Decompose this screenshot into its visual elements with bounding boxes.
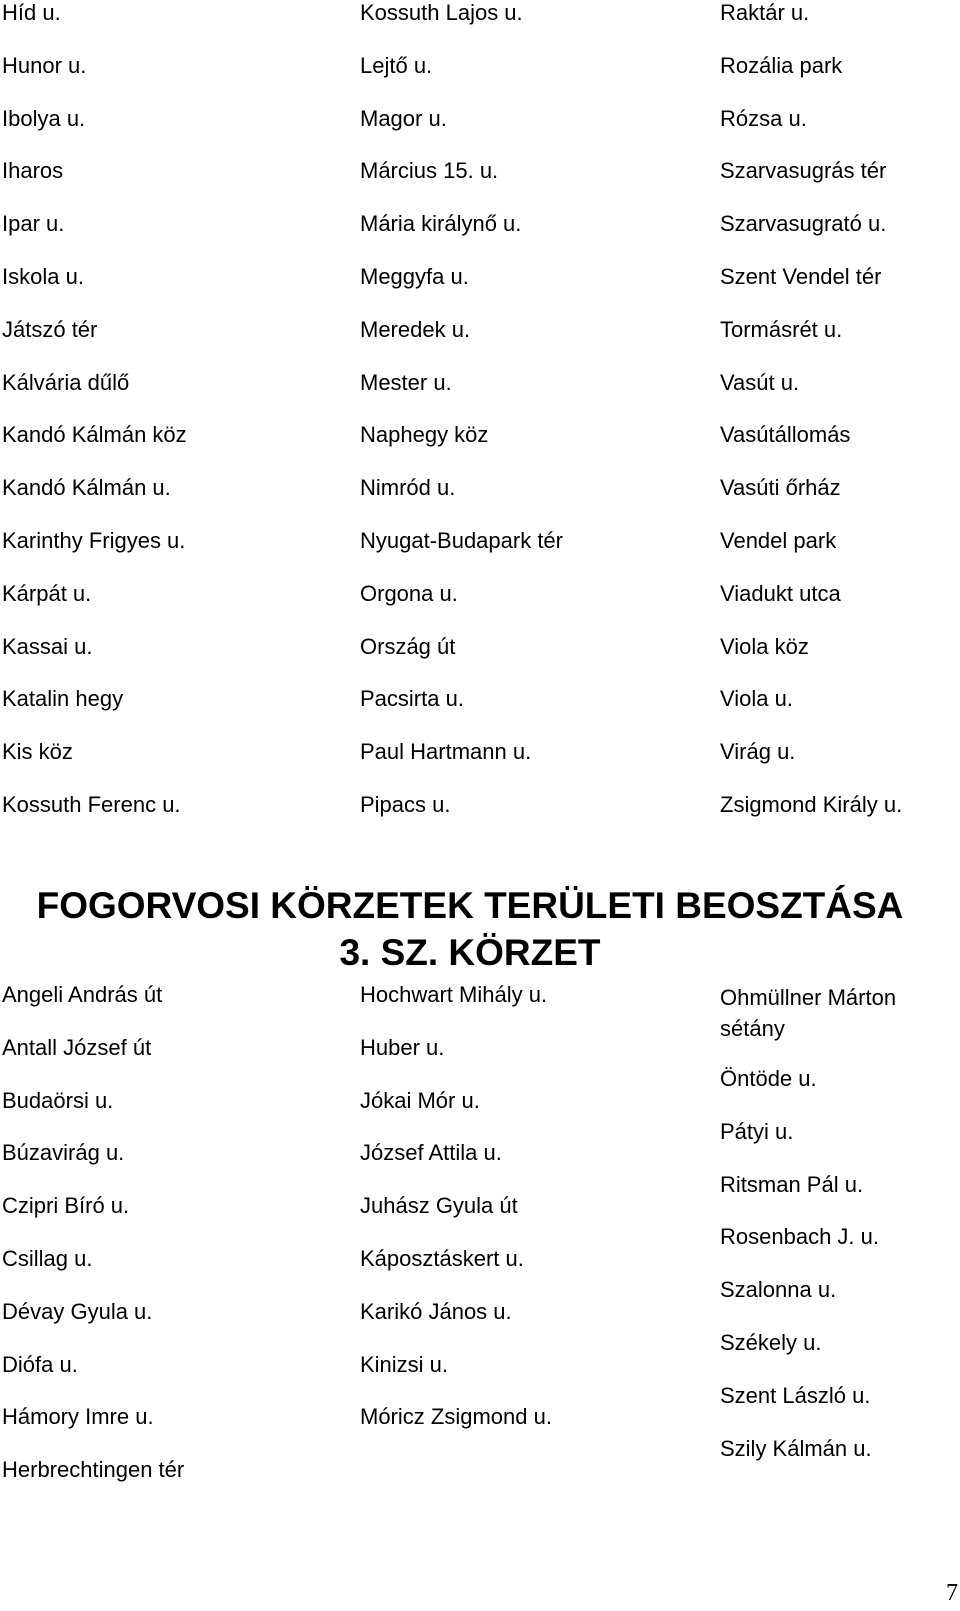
street-name: Szent Vendel tér [720, 264, 882, 289]
street-name: Huber u. [360, 1034, 445, 1060]
street-name: Székely u. [720, 1330, 822, 1355]
street-name: Meredek u. [360, 316, 471, 342]
street-name: Karinthy Frigyes u. [2, 528, 186, 553]
street-name: Ohmüllner Márton sétány [720, 985, 897, 1041]
street-name: Iharos [2, 158, 64, 184]
street-name: Juhász Gyula út [360, 1193, 518, 1219]
street-name: Móricz Zsigmond u. [360, 1404, 552, 1430]
street-name: Ország út [360, 633, 456, 659]
street-name: Öntöde u. [720, 1066, 817, 1091]
street-name: Vasútállomás [720, 422, 851, 448]
street-name: Dévay Gyula u. [2, 1298, 153, 1324]
street-name: Mária királynő u. [360, 211, 522, 237]
street-name: Híd u. [2, 0, 61, 25]
street-name: Vendel park [720, 528, 837, 553]
street-name: Vasút u. [720, 369, 800, 395]
street-name: Pátyi u. [720, 1118, 794, 1144]
street-name: Ibolya u. [2, 105, 86, 131]
street-name: Csillag u. [2, 1246, 93, 1271]
street-name: Tormásrét u. [720, 316, 843, 342]
street-name: Virág u. [720, 739, 796, 765]
street-name: Herbrechtingen tér [2, 1457, 185, 1483]
street-name: Antall József út [2, 1034, 152, 1060]
street-name: Kis köz [2, 739, 73, 765]
street-name: Hunor u. [2, 52, 87, 78]
street-name: Viadukt utca [720, 580, 841, 606]
street-name: József Attila u. [360, 1140, 502, 1166]
street-name: Szily Kálmán u. [720, 1435, 872, 1461]
street-name: Naphegy köz [360, 422, 489, 448]
page-number: 7 [946, 1580, 958, 1606]
street-name: Paul Hartmann u. [360, 739, 532, 765]
street-name: Ritsman Pál u. [720, 1171, 864, 1197]
street-name: Budaörsi u. [2, 1087, 114, 1113]
street-name: Viola u. [720, 686, 793, 712]
street-name: Ipar u. [2, 211, 65, 237]
street-name: Hámory Imre u. [2, 1404, 154, 1430]
street-name: Meggyfa u. [360, 264, 469, 289]
street-name: Raktár u. [720, 0, 810, 25]
street-name: Kálvária dűlő [2, 369, 130, 395]
district-heading: 3. SZ. KÖRZET [339, 932, 601, 973]
street-name: Kárpát u. [2, 580, 92, 606]
street-name: Játszó tér [2, 316, 98, 342]
street-name: Pacsirta u. [360, 686, 464, 712]
street-name: Rozália park [720, 52, 843, 78]
street-name: Diófa u. [2, 1351, 78, 1377]
street-name: Hochwart Mihály u. [360, 982, 548, 1007]
street-name: Március 15. u. [360, 158, 499, 184]
street-name: Czipri Bíró u. [2, 1193, 130, 1219]
street-name: Nimród u. [360, 475, 456, 501]
street-name: Orgona u. [360, 580, 458, 606]
street-name: Katalin hegy [2, 686, 124, 712]
street-name: Kassai u. [2, 633, 93, 659]
street-name: Kossuth Ferenc u. [2, 792, 181, 817]
street-name: Pipacs u. [360, 792, 451, 817]
street-name: Angeli András út [2, 982, 163, 1007]
street-name: Mester u. [360, 369, 452, 395]
street-name: Szarvasugrató u. [720, 211, 887, 237]
street-name: Kandó Kálmán u. [2, 475, 171, 501]
street-name: Zsigmond Király u. [720, 792, 903, 817]
street-name: Nyugat-Budapark tér [360, 528, 563, 553]
street-name: Jókai Mór u. [360, 1087, 480, 1113]
street-name: Szarvasugrás tér [720, 158, 887, 184]
street-name: Lejtő u. [360, 52, 433, 78]
section-heading: FOGORVOSI KÖRZETEK TERÜLETI BEOSZTÁSA [36, 885, 904, 926]
street-name: Szalonna u. [720, 1277, 837, 1303]
street-name: Vasúti őrház [720, 475, 841, 501]
street-name: Iskola u. [2, 264, 84, 289]
street-name: Kinizsi u. [360, 1351, 449, 1377]
street-name: Viola köz [720, 633, 809, 659]
street-name: Búzavirág u. [2, 1140, 125, 1166]
street-name: Kandó Kálmán köz [2, 422, 187, 448]
street-name: Magor u. [360, 105, 447, 131]
street-name: Karikó János u. [360, 1298, 512, 1324]
street-name: Rózsa u. [720, 105, 807, 131]
street-name: Rosenbach J. u. [720, 1224, 879, 1250]
street-name: Kossuth Lajos u. [360, 0, 523, 25]
street-name: Káposztáskert u. [360, 1246, 524, 1271]
street-name: Szent László u. [720, 1382, 871, 1408]
